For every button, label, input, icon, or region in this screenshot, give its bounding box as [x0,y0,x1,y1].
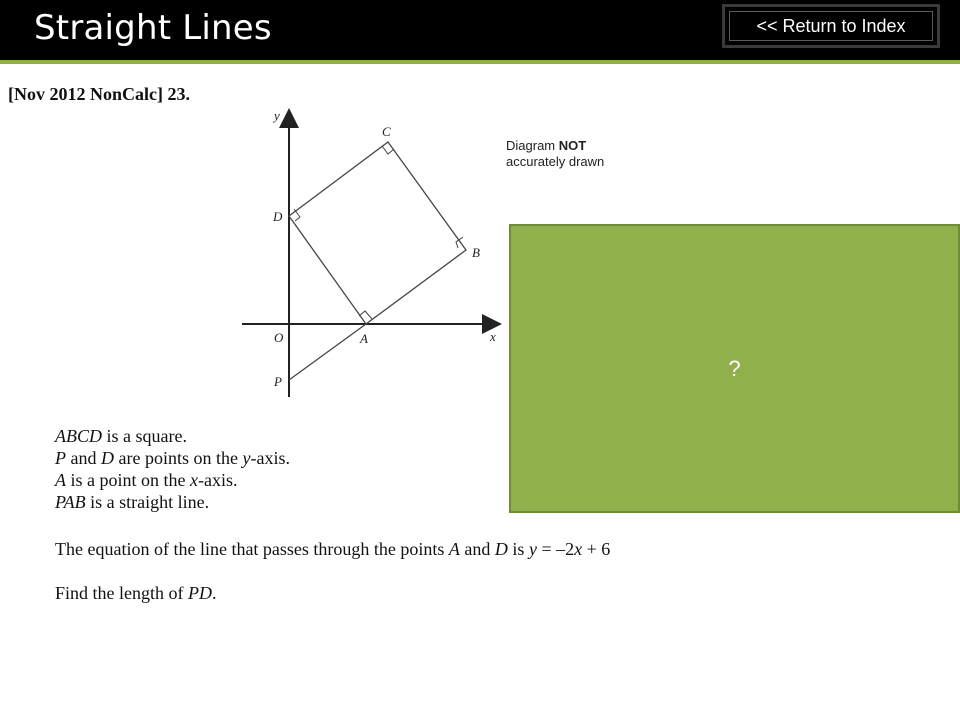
label-x: x [490,329,496,344]
label-c: C [382,124,391,139]
answer-reveal-box[interactable] [509,224,960,513]
note-not: NOT [558,138,587,153]
statement-3: A is a point on the x-axis. [55,470,238,490]
label-y: y [274,108,280,123]
statement-2: P and D are points on the y-axis. [55,448,290,468]
line-pa [289,324,366,380]
square-abcd [289,142,466,324]
return-to-index-button[interactable] [722,4,940,48]
equation-statement: The equation of the line that passes through the points A and D is y = –2x + 6 [55,539,611,559]
label-d: D [273,209,283,224]
label-a: A [360,331,368,346]
note-prefix: Diagram [506,138,559,153]
label-b: B [472,245,480,260]
question-reference: [Nov 2012 NonCalc] 23. [8,84,190,104]
diagram-note [506,138,604,170]
page-title: Straight Lines [34,8,272,48]
label-o: O [274,330,284,345]
statement-1: ABCD is a square. [55,426,187,446]
label-p: P [274,374,282,389]
answer-placeholder[interactable]: ? [728,355,741,381]
header-bar [0,0,960,60]
header-accent-line [0,60,960,64]
square-diagram [230,100,510,400]
statement-4: PAB is a straight line. [55,492,210,512]
task-statement: Find the length of PD. [55,583,217,603]
return-to-index-label[interactable]: << Return to Index [729,11,933,41]
note-accuracy: accurately drawn [506,154,605,169]
